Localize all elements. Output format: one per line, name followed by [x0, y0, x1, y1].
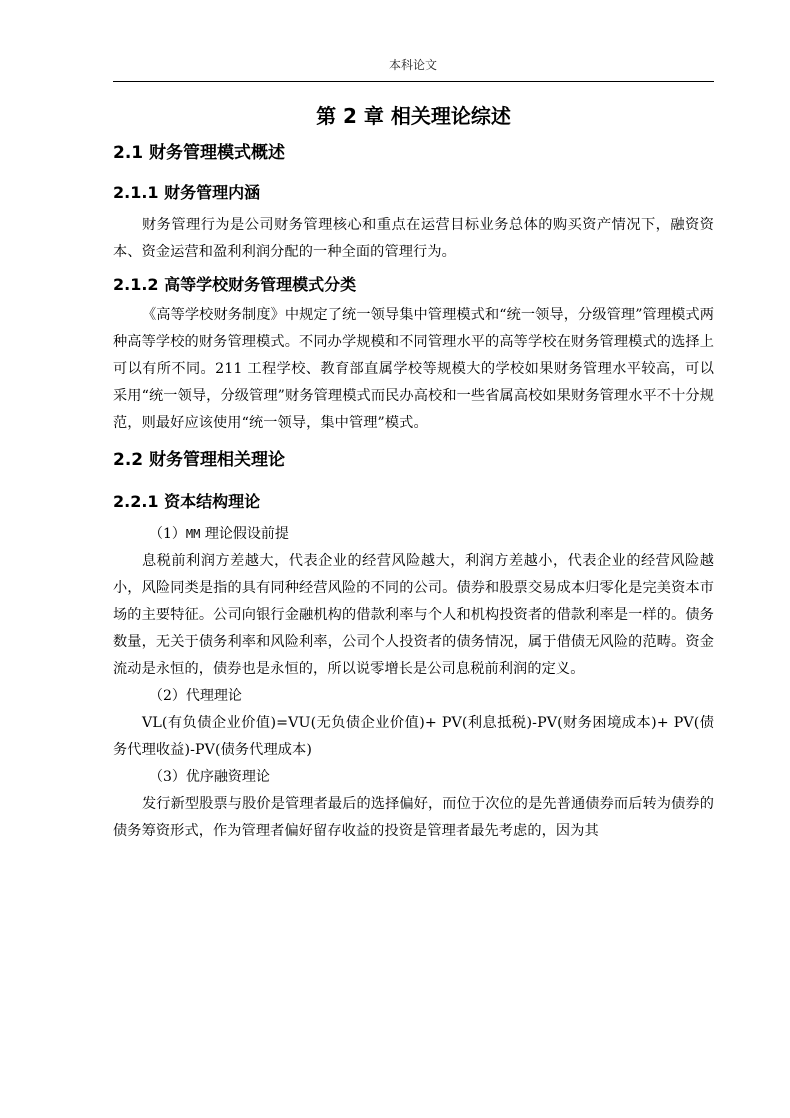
- list-item-pecking-order-theory: （3）优序融资理论: [149, 769, 270, 785]
- header-divider: [113, 81, 714, 82]
- subsection-heading-2-1-2: 2.1.2 高等学校财务管理模式分类: [113, 275, 357, 294]
- list-item-label: 理论假设前提: [200, 526, 289, 542]
- page-body: [113, 96, 714, 845]
- paragraph-mm-assumptions: 息税前利润方差越大，代表企业的经营风险越大，利润方差越小，代表企业的经营风险越小，风险同类是指的具有同种经营风险的不同的公司。债券和股票交易成本归零化是完美资本市场的主要特征。公司向银行金融机构的借款利率与个人和机构投资者的借款利率是一样的。债务数量，无关于债务利率和风险利率，公司个人投资者的债务情况，属于借债无风险的范畴。资金流动是永恒的，债券也是永恒的，所以说零增长是公司息税前利润的定义。: [113, 553, 714, 677]
- subsection-heading-2-2-1: 2.2.1 资本结构理论: [113, 492, 261, 511]
- paragraph-pecking-order: 发行新型股票与股价是管理者最后的选择偏好，而位于次位的是先普通债券而后转为债券的债务筹资形式，作为管理者偏好留存收益的投资是管理者最先考虑的，因为其: [113, 796, 714, 839]
- subsection-heading-2-1-1: 2.1.1 财务管理内涵: [113, 183, 261, 202]
- paragraph-financial-management-definition: 财务管理行为是公司财务管理核心和重点在运营目标业务总体的购买资产情况下，融资资本、资金运营和盈利利润分配的一种全面的管理行为。: [113, 217, 714, 260]
- section-heading-2-1: 2.1 财务管理模式概述: [113, 143, 286, 163]
- mm-label: MM: [185, 527, 201, 541]
- list-item-agency-theory: （2）代理理论: [149, 688, 242, 704]
- formula-firm-value: VL(有负债企业价值)=VU(无负债企业价值)+ PV(利息抵税)-PV(财务困境成本)+ PV(债务代理收益)-PV(债务代理成本): [113, 715, 714, 758]
- section-heading-2-2: 2.2 财务管理相关理论: [113, 450, 286, 470]
- paragraph-management-mode-classification: 《高等学校财务制度》中规定了统一领导集中管理模式和“统一领导，分级管理”管理模式两种高等学校的财务管理模式。不同办学规模和不同管理水平的高等学校在财务管理模式的选择上可以有所不同。211 工程学校、教育部直属学校等规模大的学校如果财务管理水平较高，可以采用“统一领导，分级管理”财务管理模式而民办高校和一些省属高校如果财务管理水平不十分规范，则最好应该使用“统一领导，集中管理”模式。: [113, 307, 714, 431]
- running-header: 本科论文: [388, 58, 437, 72]
- list-item-mm-assumptions: [113, 521, 714, 548]
- chapter-title: 第 2 章 相关理论综述: [316, 104, 511, 128]
- list-item-number: （1）: [149, 526, 186, 542]
